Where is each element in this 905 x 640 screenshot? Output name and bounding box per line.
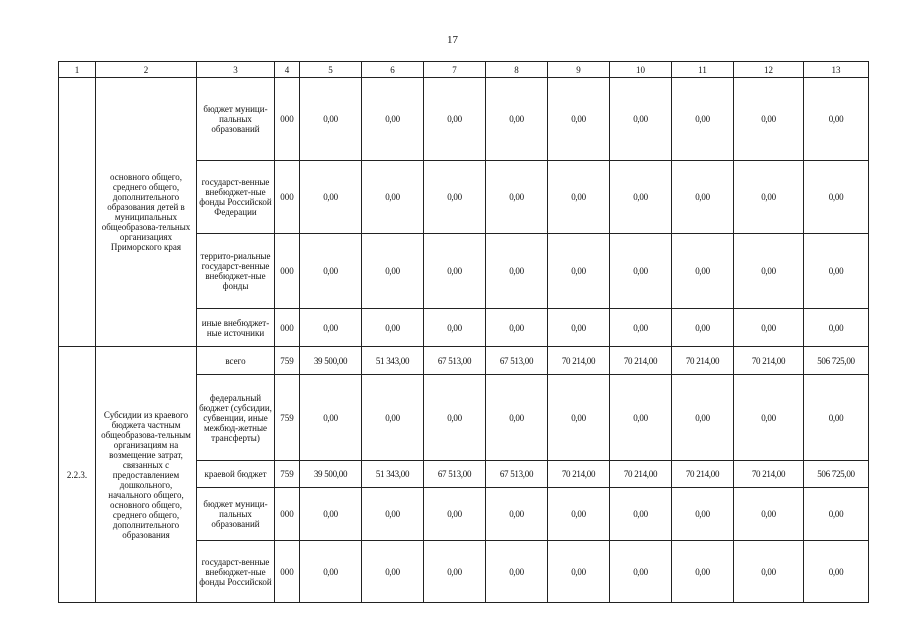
amount-cell: 0,00 <box>804 234 869 309</box>
amount-cell: 0,00 <box>548 161 610 234</box>
amount-cell: 0,00 <box>804 541 869 603</box>
amount-cell: 70 214,00 <box>672 347 734 375</box>
amount-cell: 0,00 <box>362 161 424 234</box>
column-header: 8 <box>486 62 548 78</box>
page-number: 17 <box>447 34 458 46</box>
amount-cell: 0,00 <box>424 488 486 541</box>
amount-cell: 51 343,00 <box>362 461 424 488</box>
amount-cell: 0,00 <box>672 309 734 347</box>
table-row <box>59 78 869 161</box>
amount-cell: 0,00 <box>300 309 362 347</box>
amount-cell: 70 214,00 <box>734 347 804 375</box>
column-header: 10 <box>610 62 672 78</box>
amount-cell: 0,00 <box>610 234 672 309</box>
header-row <box>59 62 869 78</box>
amount-cell: 0,00 <box>672 78 734 161</box>
column-header: 3 <box>197 62 275 78</box>
amount-cell: 0,00 <box>734 488 804 541</box>
amount-cell: 70 214,00 <box>672 461 734 488</box>
amount-cell: 0,00 <box>362 375 424 461</box>
amount-cell: 70 214,00 <box>610 347 672 375</box>
amount-cell: 0,00 <box>804 161 869 234</box>
amount-cell: 0,00 <box>548 375 610 461</box>
amount-cell: 39 500,00 <box>300 347 362 375</box>
amount-cell: 67 513,00 <box>424 461 486 488</box>
amount-cell: 0,00 <box>672 375 734 461</box>
amount-cell: 0,00 <box>362 541 424 603</box>
amount-cell: 0,00 <box>424 161 486 234</box>
amount-cell: 0,00 <box>424 541 486 603</box>
amount-cell: 0,00 <box>362 488 424 541</box>
amount-cell: 0,00 <box>300 541 362 603</box>
code-cell: 759 <box>275 347 300 375</box>
item-name-cell: Субсидии из краевого бюджета частным общеобразова-тельным организациям на возмещение затрат, связанных с предоставлением дошкольного, начального общего, основного общего, среднего общего, дополнительного образования <box>96 347 197 603</box>
table-body <box>59 62 869 603</box>
amount-cell: 70 214,00 <box>548 347 610 375</box>
amount-cell: 0,00 <box>486 78 548 161</box>
amount-cell: 0,00 <box>362 309 424 347</box>
amount-cell: 0,00 <box>548 488 610 541</box>
amount-cell: 0,00 <box>486 488 548 541</box>
amount-cell: 51 343,00 <box>362 347 424 375</box>
code-cell: 000 <box>275 234 300 309</box>
amount-cell: 0,00 <box>424 375 486 461</box>
amount-cell: 0,00 <box>486 234 548 309</box>
amount-cell: 0,00 <box>734 161 804 234</box>
amount-cell: 0,00 <box>424 234 486 309</box>
amount-cell: 506 725,00 <box>804 461 869 488</box>
amount-cell: 0,00 <box>804 78 869 161</box>
amount-cell: 0,00 <box>548 309 610 347</box>
column-header: 7 <box>424 62 486 78</box>
funding-source-cell: всего <box>197 347 275 375</box>
amount-cell: 0,00 <box>804 375 869 461</box>
funding-source-cell: государст-венные внебюджет-ные фонды Российской Федерации <box>197 161 275 234</box>
amount-cell: 0,00 <box>362 78 424 161</box>
funding-source-cell: террито-риальные государст-венные внебюджет-ные фонды <box>197 234 275 309</box>
amount-cell: 0,00 <box>610 375 672 461</box>
amount-cell: 0,00 <box>672 488 734 541</box>
amount-cell: 0,00 <box>610 541 672 603</box>
amount-cell: 70 214,00 <box>548 461 610 488</box>
item-name-cell: основного общего, среднего общего, дополнительного образования детей в муниципальных общеобразова-тельных организациях Приморского края <box>96 78 197 347</box>
funding-source-cell: бюджет муници-пальных образований <box>197 78 275 161</box>
amount-cell: 0,00 <box>300 161 362 234</box>
item-number-cell: 2.2.3. <box>59 347 96 603</box>
funding-source-cell: федеральный бюджет (субсидии, субвенции, иные межбюд-жетные трансферты) <box>197 375 275 461</box>
amount-cell: 0,00 <box>548 541 610 603</box>
amount-cell: 0,00 <box>300 234 362 309</box>
code-cell: 000 <box>275 541 300 603</box>
funding-source-cell: краевой бюджет <box>197 461 275 488</box>
code-cell: 759 <box>275 375 300 461</box>
column-header: 13 <box>804 62 869 78</box>
column-header: 11 <box>672 62 734 78</box>
amount-cell: 67 513,00 <box>486 347 548 375</box>
column-header: 1 <box>59 62 96 78</box>
amount-cell: 39 500,00 <box>300 461 362 488</box>
column-header: 9 <box>548 62 610 78</box>
amount-cell: 0,00 <box>300 375 362 461</box>
amount-cell: 0,00 <box>610 488 672 541</box>
amount-cell: 0,00 <box>424 309 486 347</box>
amount-cell: 0,00 <box>486 309 548 347</box>
amount-cell: 0,00 <box>734 309 804 347</box>
amount-cell: 0,00 <box>424 78 486 161</box>
amount-cell: 0,00 <box>548 234 610 309</box>
funding-source-cell: бюджет муници-пальных образований <box>197 488 275 541</box>
amount-cell: 506 725,00 <box>804 347 869 375</box>
amount-cell: 0,00 <box>734 541 804 603</box>
code-cell: 759 <box>275 461 300 488</box>
code-cell: 000 <box>275 309 300 347</box>
column-header: 4 <box>275 62 300 78</box>
amount-cell: 0,00 <box>734 78 804 161</box>
amount-cell: 0,00 <box>610 161 672 234</box>
budget-table <box>58 61 869 603</box>
amount-cell: 0,00 <box>610 78 672 161</box>
amount-cell: 0,00 <box>486 541 548 603</box>
amount-cell: 0,00 <box>610 309 672 347</box>
amount-cell: 0,00 <box>548 78 610 161</box>
column-header: 5 <box>300 62 362 78</box>
amount-cell: 0,00 <box>362 234 424 309</box>
amount-cell: 0,00 <box>300 488 362 541</box>
amount-cell: 67 513,00 <box>424 347 486 375</box>
funding-source-cell: иные внебюджет-ные источники <box>197 309 275 347</box>
amount-cell: 0,00 <box>300 78 362 161</box>
amount-cell: 0,00 <box>804 309 869 347</box>
column-header: 12 <box>734 62 804 78</box>
code-cell: 000 <box>275 488 300 541</box>
column-header: 2 <box>96 62 197 78</box>
amount-cell: 70 214,00 <box>610 461 672 488</box>
code-cell: 000 <box>275 161 300 234</box>
funding-source-cell: государст-венные внебюджет-ные фонды Российской <box>197 541 275 603</box>
amount-cell: 0,00 <box>672 234 734 309</box>
amount-cell: 0,00 <box>672 161 734 234</box>
code-cell: 000 <box>275 78 300 161</box>
amount-cell: 0,00 <box>672 541 734 603</box>
amount-cell: 0,00 <box>486 375 548 461</box>
amount-cell: 0,00 <box>486 161 548 234</box>
amount-cell: 67 513,00 <box>486 461 548 488</box>
table-row <box>59 347 869 375</box>
amount-cell: 70 214,00 <box>734 461 804 488</box>
column-header: 6 <box>362 62 424 78</box>
amount-cell: 0,00 <box>734 234 804 309</box>
item-number-cell <box>59 78 96 347</box>
amount-cell: 0,00 <box>804 488 869 541</box>
amount-cell: 0,00 <box>734 375 804 461</box>
